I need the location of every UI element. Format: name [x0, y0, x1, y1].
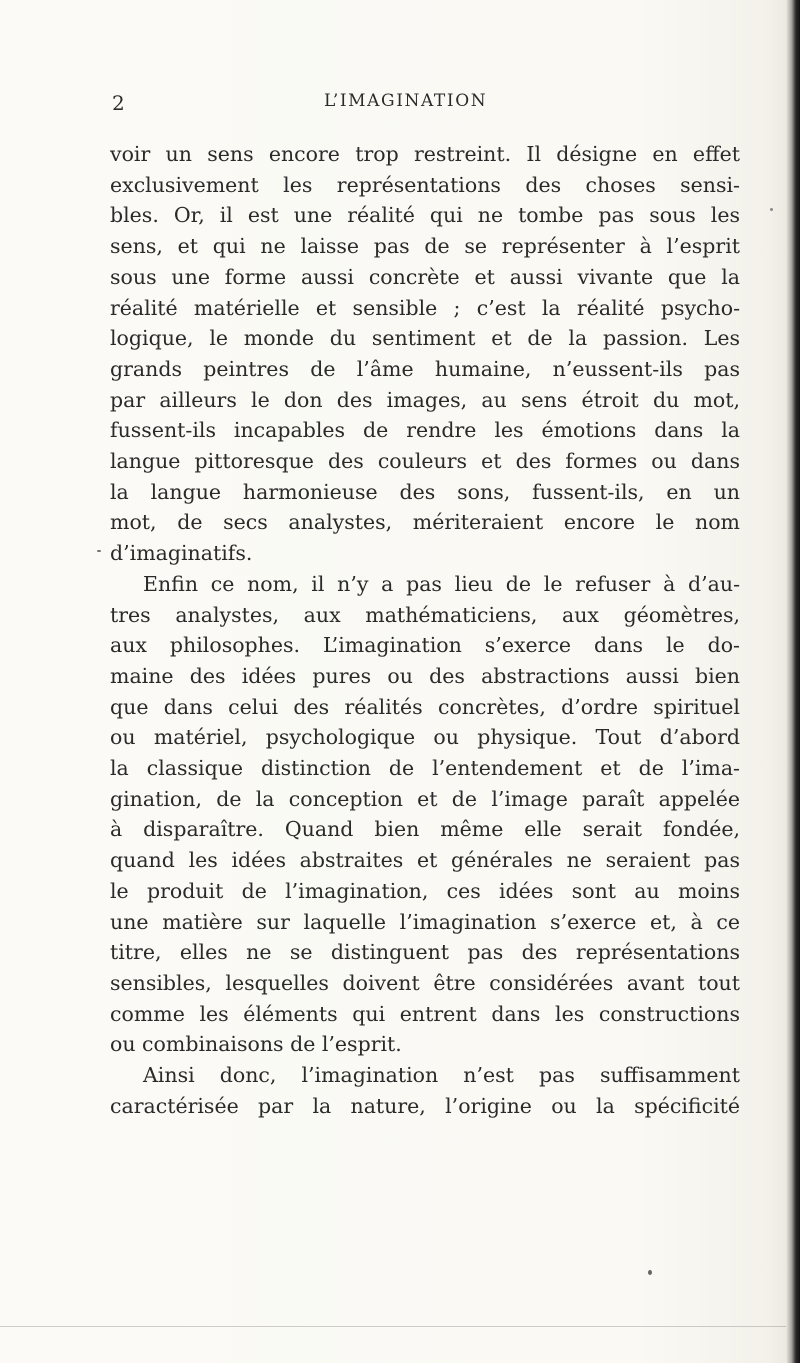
text-line: une matière sur laquelle l’imagination s’exerce et, à ce	[110, 909, 740, 934]
text-line: tres analystes, aux mathématiciens, aux géomètres,	[110, 602, 740, 627]
text-line: le produit de l’imagination, ces idées sont au moins	[110, 878, 740, 903]
text-line: gination, de la conception et de l’image paraît appelée	[110, 786, 740, 811]
text-line: grands peintres de l’âme humaine, n’eussent-ils pas	[110, 356, 740, 381]
text-line: langue pittoresque des couleurs et des formes ou dans	[110, 449, 740, 474]
text-line: la classique distinction de l’entendement et de l’ima-	[110, 756, 740, 781]
ink-speck	[97, 550, 101, 552]
text-line: mot, de secs analystes, mériteraient encore le nom	[110, 510, 740, 535]
text-line: sensibles, lesquelles doivent être considérées avant tout	[110, 970, 740, 995]
text-line: Ainsi donc, l’imagination n’est pas suffisamment	[143, 1063, 740, 1088]
text-line: la langue harmonieuse des sons, fussent-ils, en un	[110, 479, 740, 504]
text-line: à disparaître. Quand bien même elle serait fondée,	[110, 817, 740, 842]
text-line: que dans celui des réalités concrètes, d’ordre spirituel	[110, 694, 740, 719]
text-line: réalité matérielle et sensible ; c’est la réalité psycho-	[110, 295, 740, 320]
text-line: titre, elles ne se distinguent pas des représentations	[110, 940, 740, 965]
text-line: voir un sens encore trop restreint. Il désigne en effet	[110, 142, 740, 166]
running-head	[0, 66, 800, 115]
text-line: caractérisée par la nature, l’origine ou la spécificité	[110, 1093, 740, 1118]
text-line: comme les éléments qui entrent dans les constructions	[110, 1001, 740, 1026]
page-number: 2	[112, 91, 125, 115]
text-line: ou combinaisons de l’esprit.	[110, 1032, 402, 1057]
text-line: fussent-ils incapables de rendre les émotions dans la	[110, 418, 740, 443]
text-line: exclusivement les représentations des choses sensi-	[110, 172, 740, 197]
text-line: aux philosophes. L’imagination s’exerce dans le do-	[110, 633, 740, 658]
text-line: sens, et qui ne laisse pas de se représenter à l’esprit	[110, 234, 740, 259]
page-bottom-rule	[0, 1326, 786, 1327]
text-line: bles. Or, il est une réalité qui ne tombe pas sous les	[110, 203, 740, 228]
ink-speck	[770, 208, 773, 211]
text-line: logique, le monde du sentiment et de la passion. Les	[110, 326, 740, 351]
text-line: sous une forme aussi concrète et aussi vivante que la	[110, 264, 740, 289]
text-line: maine des idées pures ou des abstractions aussi bien	[110, 663, 740, 688]
text-line: Enfin ce nom, il n’y a pas lieu de le refuser à d’au-	[143, 571, 740, 596]
text-line: par ailleurs le don des images, au sens étroit du mot,	[110, 387, 740, 412]
text-line: quand les idées abstraites et générales ne seraient pas	[110, 848, 740, 873]
ink-speck	[648, 1270, 652, 1275]
page-gutter-edge	[786, 0, 800, 1363]
body-text	[110, 139, 740, 1122]
text-line: ou matériel, psychologique ou physique. Tout d’abord	[110, 725, 740, 750]
running-title: L’IMAGINATION	[324, 91, 488, 111]
text-line: d’imaginatifs.	[110, 541, 253, 566]
